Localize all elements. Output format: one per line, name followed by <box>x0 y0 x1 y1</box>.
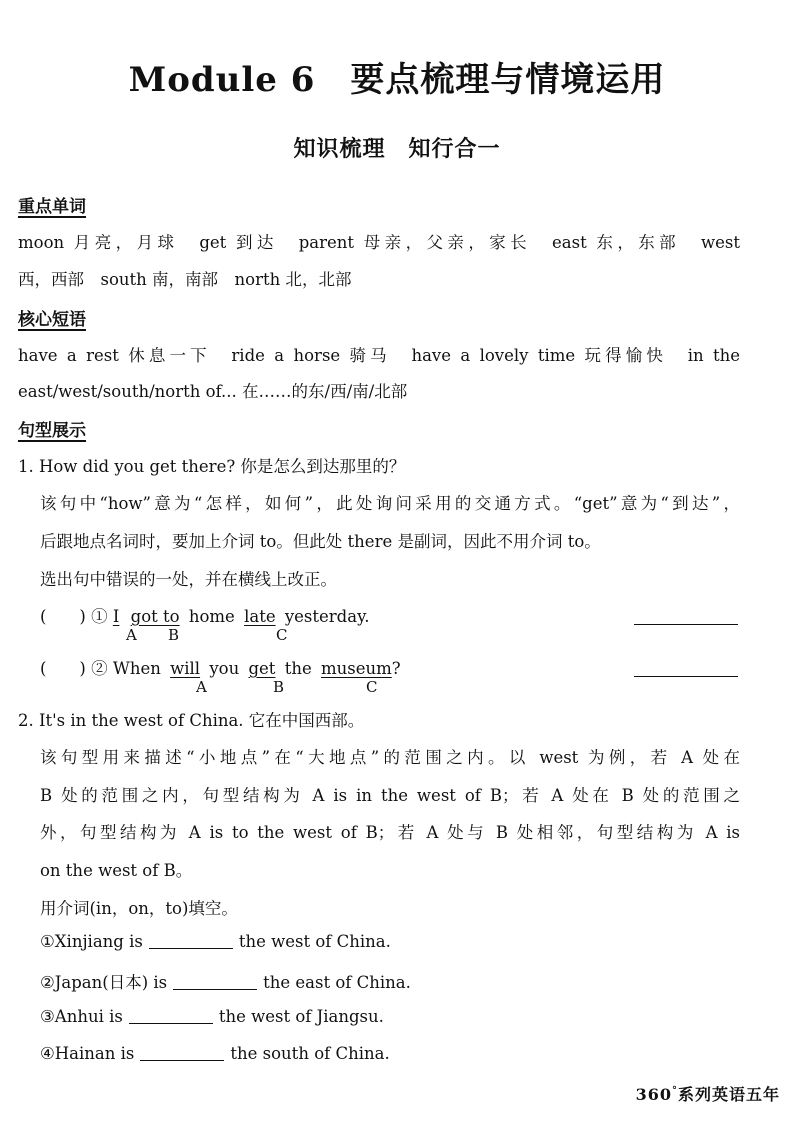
answer-blank[interactable] <box>634 676 738 677</box>
fill-item: ③Anhui is the west of Jiangsu. <box>40 1007 384 1026</box>
section-title: 知识梳理 知行合一 <box>293 136 501 162</box>
explanation-line: 外，句型结构为 A is to the west of B；若 A 处与 B 处相邻，句型结构为 A is <box>40 823 740 842</box>
footer-series-label: 360°系列英语五年 <box>635 1085 780 1104</box>
fill-item: ①Xinjiang is the west of China. <box>40 932 391 951</box>
answer-blank[interactable] <box>129 1022 213 1024</box>
fill-item: ②Japan(日本) is the east of China. <box>40 973 411 992</box>
phrases-heading: 核心短语 <box>18 310 86 330</box>
sentences-heading: 句型展示 <box>18 421 86 441</box>
vocab-line: moon 月亮，月球 get 到达 parent 母亲，父亲，家长 east 东，东部 west <box>18 233 740 252</box>
answer-blank[interactable] <box>173 988 257 990</box>
explanation-line: 该句中“how”意为“怎样，如何”，此处询问采用的交通方式。“get”意为“到达”， <box>40 494 740 513</box>
sentence-2-title: 2. It's in the west of China. 它在中国西部。 <box>18 711 365 730</box>
option-label: B <box>273 678 285 696</box>
answer-paren[interactable]: ( ) <box>40 607 86 626</box>
question-2: ( ) ② When will you get the museum? <box>40 659 401 678</box>
question-1: ( ) ① I got to home late yesterday. <box>40 607 370 626</box>
sentence-1-title: 1. How did you get there? 你是怎么到达那里的？ <box>18 457 406 476</box>
page-title: Module 6 要点梳理与情境运用 <box>128 60 666 100</box>
explanation-line: B 处的范围之内，句型结构为 A is in the west of B；若 A 处在 B 处的范围之 <box>40 786 740 805</box>
answer-blank[interactable] <box>140 1059 224 1061</box>
instruction: 选出句中错误的一处，并在横线上改正。 <box>40 570 337 589</box>
option-label: C <box>366 678 378 696</box>
explanation-line: 后跟地点名词时，要加上介词 to。但此处 there 是副词，因此不用介词 to。 <box>40 532 601 551</box>
option-label: A <box>196 678 207 696</box>
option-label: A <box>126 626 137 644</box>
answer-paren[interactable]: ( ) <box>40 659 86 678</box>
answer-blank[interactable] <box>634 624 738 625</box>
vocab-heading: 重点单词 <box>18 197 86 217</box>
answer-blank[interactable] <box>149 947 233 949</box>
option-label: C <box>276 626 288 644</box>
explanation-line: on the west of B。 <box>40 861 193 880</box>
explanation-line: 该句型用来描述“小地点”在“大地点”的范围之内。以 west 为例，若 A 处在 <box>40 748 740 767</box>
instruction: 用介词(in，on，to)填空。 <box>40 899 238 918</box>
phrase-line: have a rest 休息一下 ride a horse 骑马 have a lovely time 玩得愉快 in the <box>18 346 740 365</box>
phrase-line: east/west/south/north of... 在……的东/西/南/北部 <box>18 382 408 401</box>
fill-item: ④Hainan is the south of China. <box>40 1044 390 1063</box>
vocab-line: 西，西部 south 南，南部 north 北，北部 <box>18 270 352 289</box>
option-label: B <box>168 626 180 644</box>
